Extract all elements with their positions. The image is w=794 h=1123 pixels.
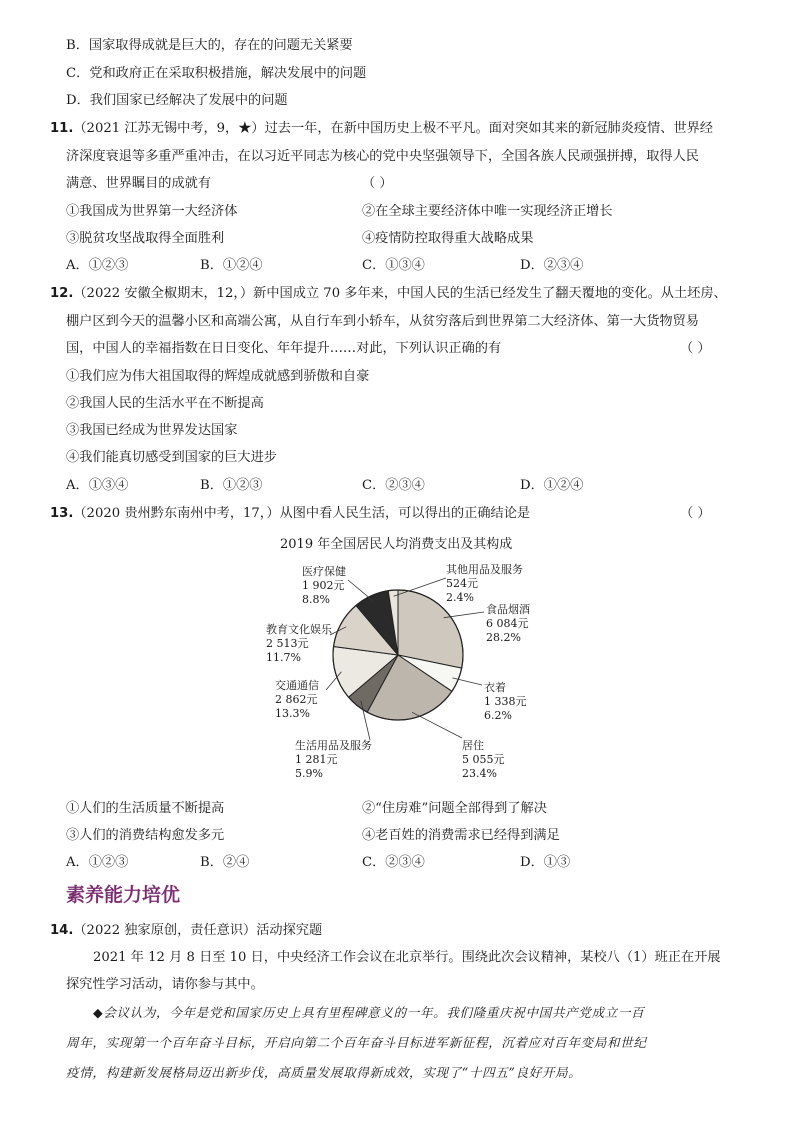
slice-name: 医疗保健 bbox=[302, 565, 346, 578]
q13-choice-b: B．②④ bbox=[200, 855, 250, 870]
slice-label-medical bbox=[302, 565, 346, 607]
q13-answer-paren: （ ） bbox=[680, 506, 711, 521]
q12-choice-d: D．①②④ bbox=[520, 478, 584, 493]
slice-label-housing bbox=[462, 739, 505, 781]
q12-item-4: ④我们能真切感受到国家的巨大进步 bbox=[66, 450, 277, 465]
q11-item-1: ①我国成为世界第一大经济体 bbox=[66, 204, 238, 219]
q11-text1: （2021 江苏无锡中考，9，★）过去一年，在新中国历史上极不平凡。面对突如其来的新冠肺炎疫情、世界经 bbox=[73, 121, 713, 136]
q12-choice-a: A．①③④ bbox=[66, 478, 129, 493]
chart-title: 2019 年全国居民人均消费支出及其构成 bbox=[280, 537, 513, 552]
slice-name: 食品烟酒 bbox=[486, 603, 530, 616]
q12-text1: （2022 安徽全椒期末，12，）新中国成立 70 多年来，中国人民的生活已经发生了翻天覆地的变化。从土坯房、 bbox=[73, 286, 727, 301]
q14-paragraph-line2: 探究性学习活动，请你参与其中。 bbox=[66, 977, 264, 992]
q10-option-b: B．国家取得成就是巨大的，存在的问题无关紧要 bbox=[66, 38, 353, 53]
q11-item-3: ③脱贫攻坚战取得全面胜利 bbox=[66, 231, 225, 246]
slice-name: 生活用品及服务 bbox=[295, 739, 372, 752]
q11-stem-line2: 济深度衰退等多重严重冲击，在以习近平同志为核心的党中央坚强领导下，全国各族人民顽强拼搏，取得人民 bbox=[66, 149, 699, 164]
q11-number: 11. bbox=[50, 121, 74, 136]
q13-number: 13. bbox=[50, 506, 74, 521]
q12-item-1: ①我们应为伟大祖国取得的辉煌成就感到骄傲和自豪 bbox=[66, 369, 370, 384]
slice-amount: 2 862元 bbox=[275, 693, 318, 706]
leader-line-6 bbox=[348, 580, 374, 601]
q14-text1: （2022 独家原创，责任意识）活动探究题 bbox=[73, 923, 323, 938]
slice-name: 居住 bbox=[462, 739, 484, 752]
slice-percent: 13.3% bbox=[275, 707, 310, 720]
slice-percent: 28.2% bbox=[486, 631, 521, 644]
q13-item-2: ②“住房难”问题全部得到了解决 bbox=[362, 801, 547, 816]
q13-item-4: ④老百姓的消费需求已经得到满足 bbox=[362, 828, 560, 843]
q13-item-1: ①人们的生活质量不断提高 bbox=[66, 801, 225, 816]
q10-option-c: C．党和政府正在采取积极措施，解决发展中的问题 bbox=[66, 66, 367, 81]
slice-amount: 2 513元 bbox=[266, 637, 309, 650]
slice-name: 交通通信 bbox=[275, 679, 319, 692]
q11-choice-a: A．①②③ bbox=[66, 258, 129, 273]
q11-stem-line1 bbox=[50, 120, 713, 138]
q13-text1: （2020 贵州黔东南州中考，17，）从图中看人民生活，可以得出的正确结论是 bbox=[73, 506, 531, 521]
q12-item-3: ③我国已经成为世界发达国家 bbox=[66, 423, 238, 438]
slice-amount: 1 281元 bbox=[295, 753, 338, 766]
q13-choice-d: D．①③ bbox=[520, 855, 571, 870]
q14-quote-line3: 疫情，构建新发展格局迈出新步伐，高质量发展取得新成效，实现了“十四五”良好开局。 bbox=[66, 1065, 582, 1080]
q12-choice-c: C．②③④ bbox=[362, 478, 425, 493]
slice-percent: 5.9% bbox=[295, 767, 323, 780]
q14-number: 14. bbox=[50, 923, 74, 938]
q13-choice-a: A．①②③ bbox=[66, 855, 129, 870]
q11-answer-paren: （ ） bbox=[362, 176, 393, 191]
slice-amount: 5 055元 bbox=[462, 753, 505, 766]
slice-label-transport bbox=[275, 679, 319, 721]
section-title: 素养能力培优 bbox=[66, 884, 181, 906]
slice-name: 其他用品及服务 bbox=[446, 563, 523, 576]
q12-stem-line3: 国，中国人的幸福指数在日日变化、年年提升……对此，下列认识正确的有 bbox=[66, 341, 502, 356]
q14-quote-line2: 周年，实现第一个百年奋斗目标，开启向第二个百年奋斗目标进军新征程，沉着应对百年变局和世纪 bbox=[66, 1035, 647, 1050]
slice-percent: 11.7% bbox=[266, 651, 301, 664]
q14-quote-line1: ◆会议认为，今年是党和国家历史上具有里程碑意义的一年。我们隆重庆祝中国共产党成立一百 bbox=[93, 1005, 645, 1020]
leader-line-2 bbox=[412, 712, 462, 738]
q14-stem-line1 bbox=[50, 922, 322, 940]
slice-amount: 1 902元 bbox=[302, 579, 345, 592]
q13-item-3: ③人们的消费结构愈发多元 bbox=[66, 828, 225, 843]
slice-name: 衣着 bbox=[484, 681, 506, 694]
q12-answer-paren: （ ） bbox=[680, 341, 711, 356]
slice-percent: 2.4% bbox=[446, 591, 474, 604]
q13-stem-line1 bbox=[50, 505, 530, 523]
slice-amount: 1 338元 bbox=[484, 695, 527, 708]
slice-amount: 524元 bbox=[446, 577, 478, 590]
q13-choice-c: C．②③④ bbox=[362, 855, 425, 870]
slice-label-household bbox=[295, 739, 372, 781]
slice-label-education bbox=[266, 623, 332, 665]
q12-number: 12. bbox=[50, 286, 74, 301]
slice-amount: 6 084元 bbox=[486, 617, 529, 630]
slice-label-food bbox=[486, 603, 530, 645]
q12-stem-line2: 棚户区到今天的温馨小区和高端公寓，从自行车到小轿车，从贫穷落后到世界第二大经济体、第一大货物贸易 bbox=[66, 314, 699, 329]
slice-percent: 8.8% bbox=[302, 593, 330, 606]
slice-percent: 6.2% bbox=[484, 709, 512, 722]
q12-item-2: ②我国人民的生活水平在不断提高 bbox=[66, 396, 264, 411]
q11-stem-line3: 满意、世界瞩目的成就有 bbox=[66, 176, 212, 191]
q11-choice-c: C．①③④ bbox=[362, 258, 425, 273]
q11-item-4: ④疫情防控取得重大战略成果 bbox=[362, 231, 534, 246]
q11-item-2: ②在全球主要经济体中唯一实现经济正增长 bbox=[362, 204, 613, 219]
slice-percent: 23.4% bbox=[462, 767, 497, 780]
q14-paragraph-line1: 2021 年 12 月 8 日至 10 日，中央经济工作会议在北京举行。围绕此次会议精神，某校八（1）班正在开展 bbox=[93, 950, 721, 965]
q12-choice-b: B．①②③ bbox=[200, 478, 263, 493]
q11-choice-d: D．②③④ bbox=[520, 258, 584, 273]
q12-stem-line1 bbox=[50, 285, 727, 303]
slice-label-other bbox=[446, 563, 523, 605]
slice-name: 教育文化娱乐 bbox=[266, 623, 332, 636]
slice-label-clothing bbox=[484, 681, 527, 723]
q10-option-d: D．我们国家已经解决了发展中的问题 bbox=[66, 93, 288, 108]
q11-choice-b: B．①②④ bbox=[200, 258, 263, 273]
